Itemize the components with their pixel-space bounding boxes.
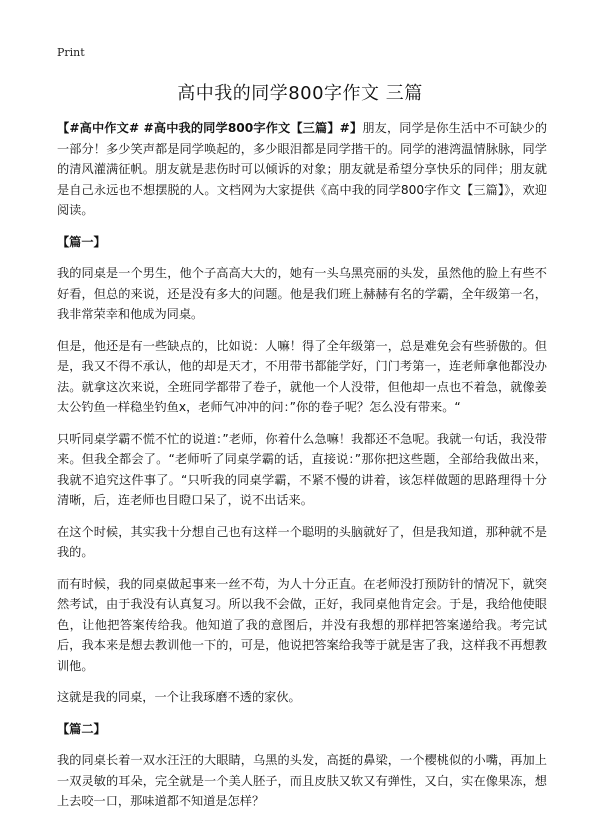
section-heading-1: 【篇一】 — [57, 234, 106, 249]
section-heading-2: 【篇二】 — [57, 721, 106, 736]
paragraph: 我的同桌长着一双水汪汪的大眼睛，乌黑的头发，高挺的鼻梁，一个樱桃似的小嘴，再加上一双灵敏的耳朵，完全就是一个美人胚子，而且皮肤又软又有弹性，又白，实在像果冻，想上去咬一口，那味道都不知道是怎样？ — [57, 753, 547, 808]
intro-text: 朋友，同学是你生活中不可缺少的一部分！多少笑声都是同学唤起的，多少眼泪都是同学揩干的。同学的港湾温情脉脉，同学的清风灌满征帆。朋友就是悲伤时可以倾诉的对象；朋友就是希望分享快乐的同伴；朋友就是自己永远也不想摆脱的人。文档网为大家提供《高中我的同学800字作文【三篇】》，欢迎阅读。 — [57, 121, 548, 217]
paragraph: 但是，他还是有一些缺点的，比如说：人嘛！得了全年级第一，总是难免会有些骄傲的。但是，我又不得不承认，他的却是天才，不用带书都能学好，门门考第一，连老师拿他都没办法。就拿这次来说，全班同学都带了卷子，就他一个人没带，但他却一点也不着急，就像姜太公钓鱼一样稳坐钓鱼x，老师气冲冲的问：”你的卷子呢？怎么没有带来。“ — [57, 338, 547, 414]
paragraph: 在这个时候，其实我十分想自己也有这样一个聪明的头脑就好了，但是我知道，那种就不是我的。 — [57, 524, 547, 559]
paragraph: 这就是我的同桌，一个让我琢磨不透的家伙。 — [57, 690, 301, 704]
paragraph: 而有时候，我的同桌做起事来一丝不苟，为人十分正直。在老师没打预防针的情况下，就突然考试，由于我没有认真复习。所以我不会做，正好，我同桌他肯定会。于是，我给他使眼色，让他把答案传给我。他知道了我的意图后，并没有我想的那样把答案递给我。考完试后，我本来是想去教训他一下的，可是，他说把答案给我等于就是害了我，这样我不再想教训他。 — [57, 576, 547, 673]
page-title: 高中我的同学800字作文 三篇 — [177, 83, 423, 104]
intro-paragraph — [57, 118, 547, 221]
intro-tag: 【#高中作文# #高中我的同学800字作文【三篇】#】 — [57, 121, 363, 135]
paragraph: 只听同桌学霸不慌不忙的说道：”老师，你着什么急嘛！我都还不急呢。我就一句话，我没带来。但我全都会了。“老师听了同桌学霸的话，直接说：”那你把这些题，全部给我做出来，我就不追究这件事了。“只听我的同桌学霸，不紧不慢的讲着，该怎样做题的思路理得十分清晰，后，连老师也目瞪口呆了，说不出话来。 — [57, 431, 547, 507]
article-body — [57, 118, 547, 823]
print-link[interactable]: Print — [57, 46, 85, 59]
paragraph: 我的同桌是一个男生，他个子高高大大的，她有一头乌黑亮丽的头发，虽然他的脸上有些不好看，但总的来说，还是没有多大的问题。他是我们班上赫赫有名的学霸，全年级第一名，我非常荣幸和他成为同桌。 — [57, 266, 547, 321]
